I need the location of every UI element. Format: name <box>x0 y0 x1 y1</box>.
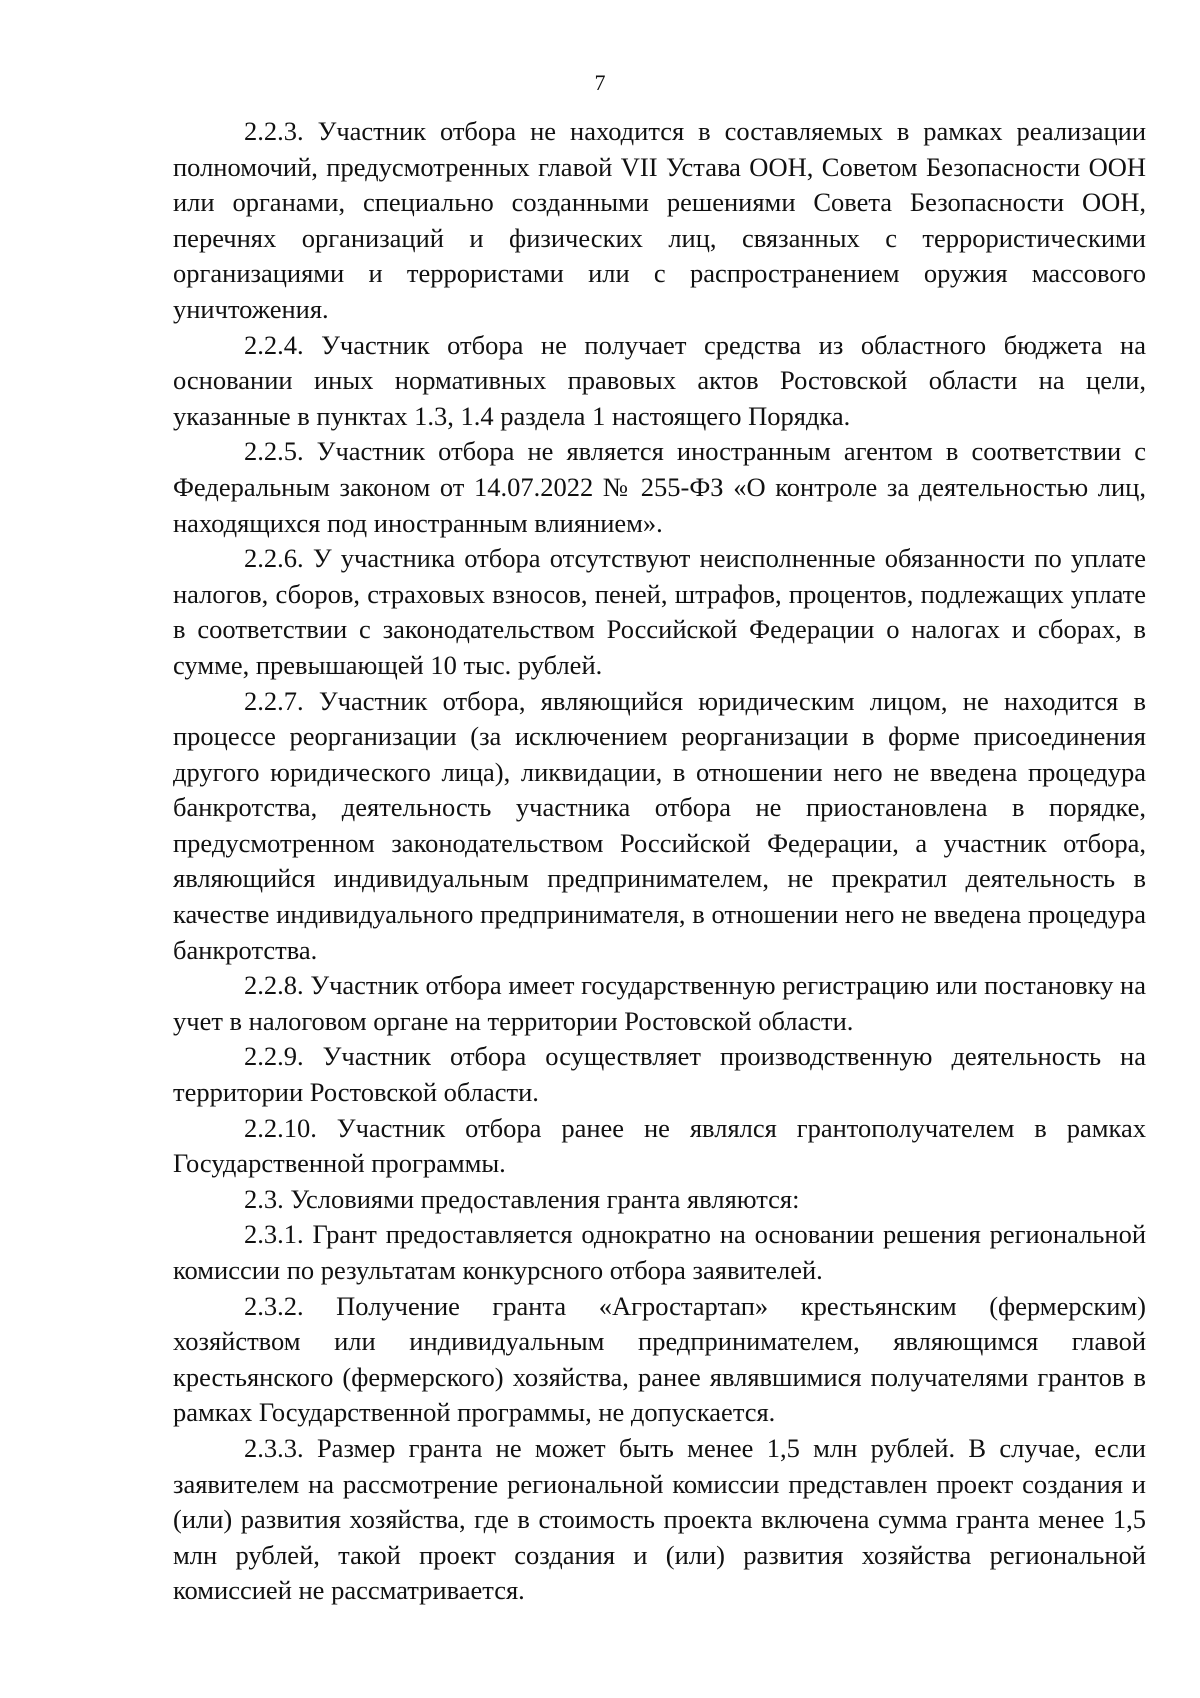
document-body <box>173 114 1146 1609</box>
paragraph-2-2-4: 2.2.4. Участник отбора не получает средства из областного бюджета на основании иных нормативных правовых актов Ростовской области на цели, указанные в пунктах 1.3, 1.4 раздела 1 настоящего Порядка. <box>173 329 1146 431</box>
paragraph-2-2-10: 2.2.10. Участник отбора ранее не являлся грантополучателем в рамках Государственной программы. <box>173 1112 1146 1179</box>
paragraph-2-2-7: 2.2.7. Участник отбора, являющийся юридическим лицом, не находится в процессе реорганизации (за исключением реорганизации в форме присоединения другого юридического лица), ликвидации, в отношении него не введена процедура банкротства, деятельность участника отбора не приостановлена в порядке, предусмотренном законодательством Российской Федерации, а участник отбора, являющийся индивидуальным предпринимателем, не прекратил деятельность в качестве индивидуального предпринимателя, в отношении него не введена процедура банкротства. <box>173 685 1146 965</box>
paragraph-2-2-3: 2.2.3. Участник отбора не находится в составляемых в рамках реализации полномочий, предусмотренных главой VII Устава ООН, Советом Безопасности ООН или органами, специально созданными решениями Совета Безопасности ООН, перечнях организаций и физических лиц, связанных с террористическими организациями и террористами или с распространением оружия массового уничтожения. <box>173 116 1146 324</box>
paragraph-2-3-2: 2.3.2. Получение гранта «Агростартап» крестьянским (фермерским) хозяйством или индивидуальным предпринимателем, являющимся главой крестьянского (фермерского) хозяйства, ранее являвшимися получателями грантов в рамках Государственной программы, не допускается. <box>173 1290 1146 1428</box>
paragraph-2-2-9: 2.2.9. Участник отбора осуществляет производственную деятельность на территории Ростовской области. <box>173 1041 1146 1108</box>
paragraph-2-2-5: 2.2.5. Участник отбора не является иностранным агентом в соответствии с Федеральным законом от 14.07.2022 № 255-ФЗ «О контроле за деятельностью лиц, находящихся под иностранным влиянием». <box>173 436 1146 538</box>
paragraph-2-2-8: 2.2.8. Участник отбора имеет государственную регистрацию или постановку на учет в налоговом органе на территории Ростовской области. <box>173 970 1146 1036</box>
page-number: 7 <box>594 70 606 95</box>
paragraph-2-3: 2.3. Условиями предоставления гранта являются: <box>244 1183 800 1214</box>
paragraph-2-3-3: 2.3.3. Размер гранта не может быть менее 1,5 млн рублей. В случае, если заявителем на рассмотрение региональной комиссии представлен проект создания и (или) развития хозяйства, где в стоимость проекта включена сумма гранта менее 1,5 млн рублей, такой проект создания и (или) развития хозяйства региональной комиссией не рассматривается. <box>173 1432 1146 1606</box>
paragraph-2-2-6: 2.2.6. У участника отбора отсутствуют неисполненные обязанности по уплате налогов, сборов, страховых взносов, пеней, штрафов, процентов, подлежащих уплате в соответствии с законодательством Российской Федерации о налогах и сборах, в сумме, превышающей 10 тыс. рублей. <box>173 543 1146 680</box>
paragraph-2-3-1: 2.3.1. Грант предоставляется однократно на основании решения региональной комиссии по результатам конкурсного отбора заявителей. <box>173 1219 1146 1285</box>
